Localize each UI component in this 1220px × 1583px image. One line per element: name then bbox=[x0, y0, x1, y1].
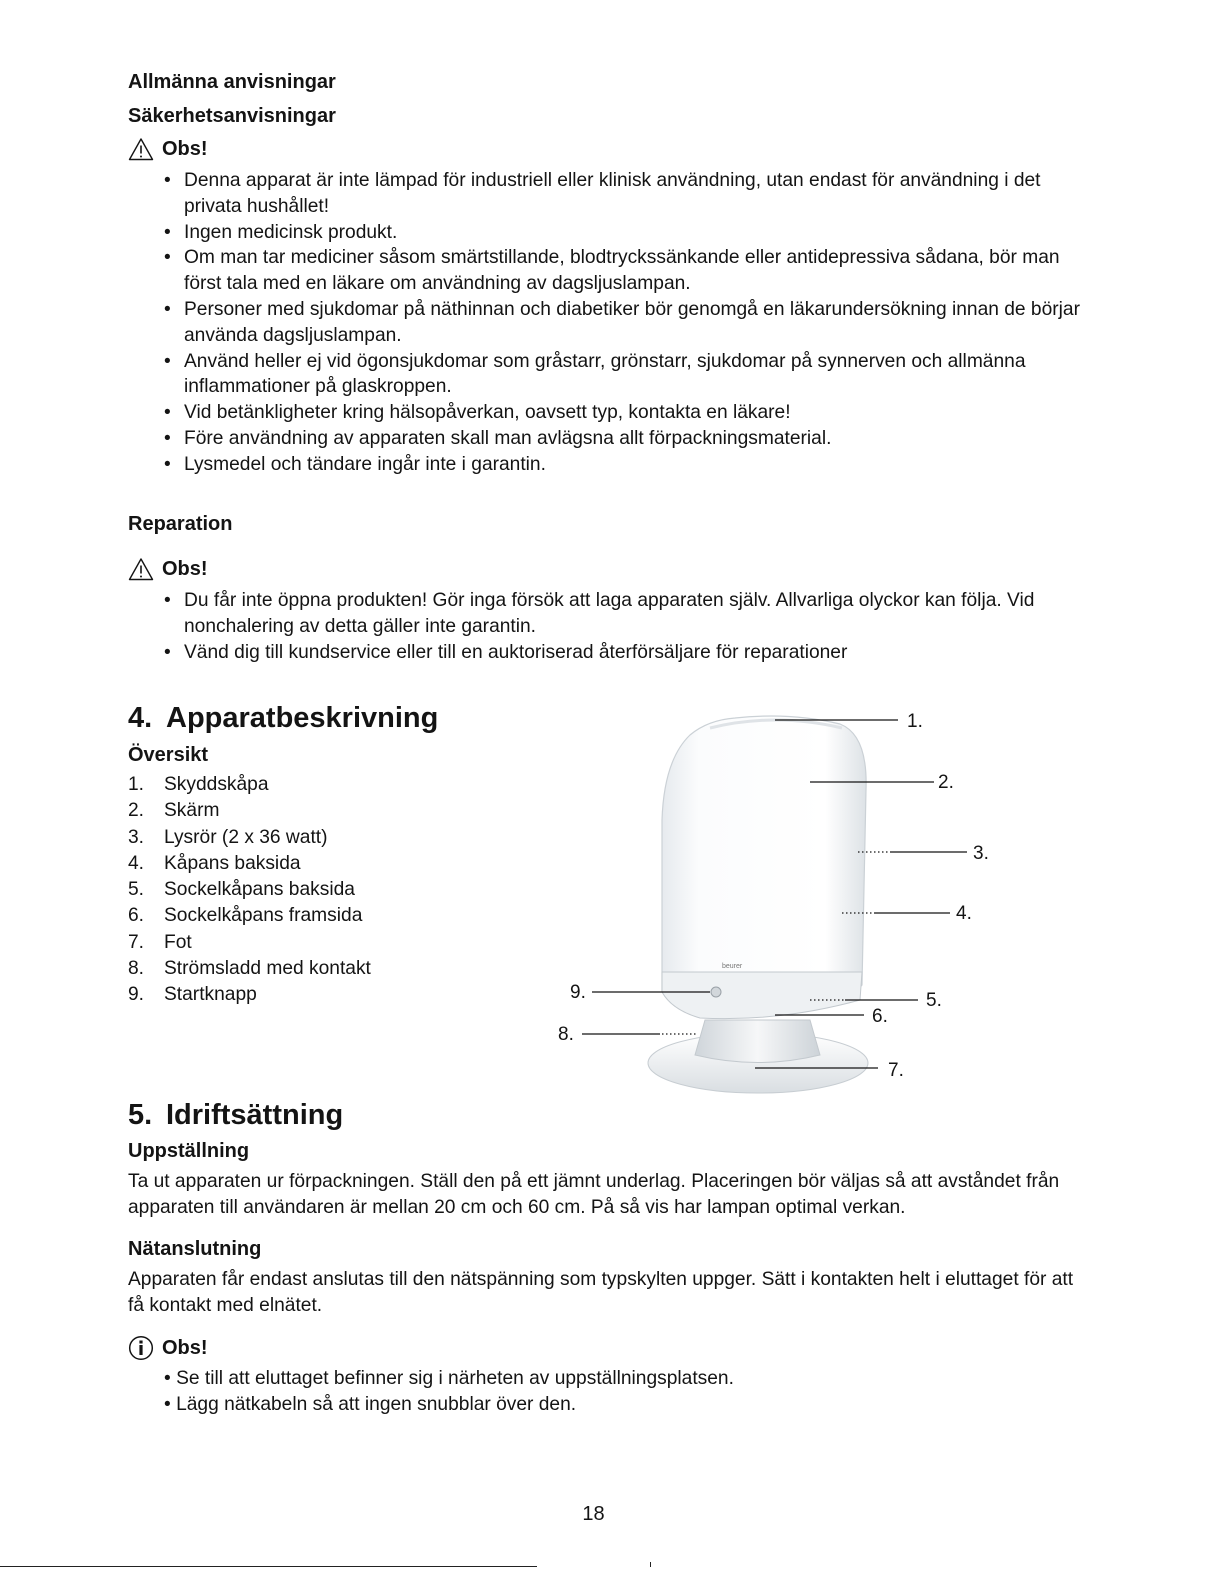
warning-triangle-icon bbox=[128, 557, 154, 581]
brand-logo: beurer bbox=[722, 963, 743, 970]
repair-list bbox=[160, 588, 1080, 665]
list-item: • Använd heller ej vid ögonsjukdomar som gråstarr, grönstarr, sjukdomar på synnerven och allmänna inflammationer på glaskroppen. bbox=[160, 349, 1080, 401]
section-number: 4. bbox=[128, 702, 153, 734]
lamp-neck bbox=[695, 1020, 820, 1063]
start-button bbox=[711, 987, 721, 997]
lamp-illustration bbox=[540, 700, 1020, 1100]
note-list bbox=[164, 1366, 734, 1418]
list-item: • Före användning av apparaten skall man avlägsna allt förpackningsmaterial. bbox=[160, 426, 1080, 452]
callout-label: 1. bbox=[907, 711, 923, 732]
list-item: 2. Skärm bbox=[128, 800, 220, 822]
section-title: Idriftsättning bbox=[166, 1099, 344, 1131]
lamp-base-cover bbox=[662, 972, 862, 1019]
warning-triangle-icon bbox=[128, 137, 154, 161]
setup-heading: Uppställning bbox=[128, 1140, 250, 1162]
callout-label: 4. bbox=[956, 903, 972, 924]
warning-note bbox=[128, 137, 208, 161]
list-item: 5. Sockelkåpans baksida bbox=[128, 879, 355, 901]
list-item: 8. Strömsladd med kontakt bbox=[128, 958, 371, 980]
list-item: 7. Fot bbox=[128, 931, 192, 953]
lamp-figure bbox=[540, 700, 1020, 1100]
page-number: 18 bbox=[582, 1503, 605, 1525]
repair-warning-note bbox=[128, 557, 208, 581]
setup-text: Ta ut apparaten ur förpackningen. Ställ den på ett jämnt underlag. Placeringen bör väljas så att avståndet från apparaten till användaren är mellan 20 cm och 60 cm. På så vis har lampan optimal verkan. bbox=[128, 1171, 1060, 1218]
list-item: 4. Kåpans baksida bbox=[128, 852, 301, 874]
repair-heading: Reparation bbox=[128, 513, 233, 535]
section-5-heading bbox=[128, 1098, 343, 1132]
warning-label: Obs! bbox=[162, 558, 208, 580]
callout-label: 6. bbox=[872, 1006, 888, 1027]
callout-label: 7. bbox=[888, 1060, 904, 1081]
overview-heading: Översikt bbox=[128, 744, 209, 766]
callout-label: 9. bbox=[570, 982, 586, 1003]
list-item: • Denna apparat är inte lämpad för industriell eller klinisk användning, utan endast för användning i det privata hushållet! bbox=[160, 168, 1080, 220]
list-item: • Lägg nätkabeln så att ingen snubblar över den. bbox=[164, 1392, 734, 1418]
general-heading: Allmänna anvisningar bbox=[128, 71, 336, 93]
list-item: • Du får inte öppna produkten! Gör inga försök att laga apparaten själv. Allvarliga olyckor kan följa. Vid nonchalering av detta gäller inte garantin. bbox=[160, 588, 1080, 640]
list-item: 1. Skyddskåpa bbox=[128, 774, 269, 795]
list-item: • Personer med sjukdomar på näthinnan och diabetiker bör genomgå en läkarundersökning innan de börjar använda dagsljuslampan. bbox=[160, 297, 1080, 349]
list-item: • Om man tar mediciner såsom smärtstillande, blodtryckssänkande eller antidepressiva sådana, bör man först tala med en läkare om användning av dagsljuslampan. bbox=[160, 245, 1080, 297]
parts-list bbox=[128, 772, 371, 1009]
list-item: 9. Startknapp bbox=[128, 984, 257, 1006]
list-item: • Ingen medicinsk produkt. bbox=[160, 220, 1080, 246]
safety-list bbox=[160, 168, 1080, 478]
list-item: 6. Sockelkåpans framsida bbox=[128, 905, 363, 927]
callout-label: 3. bbox=[973, 843, 989, 864]
section-4-heading bbox=[128, 701, 438, 735]
callout-label: 2. bbox=[938, 772, 954, 793]
info-icon bbox=[128, 1335, 154, 1361]
note-label: Obs! bbox=[162, 1337, 208, 1359]
bottom-divider bbox=[0, 1566, 537, 1567]
list-item: 3. Lysrör (2 x 36 watt) bbox=[128, 826, 328, 848]
list-item: • Lysmedel och tändare ingår inte i garantin. bbox=[160, 452, 1080, 478]
mains-text: Apparaten får endast anslutas till den nätspänning som typskylten uppger. Sätt i kontakten helt i eluttaget för att få kontakt med elnätet. bbox=[128, 1269, 1074, 1316]
lamp-screen bbox=[662, 716, 866, 1004]
list-item: • Se till att eluttaget befinner sig i närheten av uppställningsplatsen. bbox=[164, 1366, 734, 1392]
bottom-tick-mark bbox=[650, 1562, 651, 1567]
section-title: Apparatbeskrivning bbox=[166, 702, 439, 734]
warning-label: Obs! bbox=[162, 138, 208, 160]
safety-heading: Säkerhetsanvisningar bbox=[128, 105, 336, 127]
list-item: • Vänd dig till kundservice eller till en auktoriserad återförsäljare för reparationer bbox=[160, 640, 1080, 666]
callout-label: 8. bbox=[558, 1024, 574, 1045]
info-note bbox=[128, 1335, 208, 1361]
mains-heading: Nätanslutning bbox=[128, 1238, 262, 1260]
section-number: 5. bbox=[128, 1099, 153, 1131]
callout-label: 5. bbox=[926, 990, 942, 1011]
list-item: • Vid betänkligheter kring hälsopåverkan, oavsett typ, kontakta en läkare! bbox=[160, 400, 1080, 426]
